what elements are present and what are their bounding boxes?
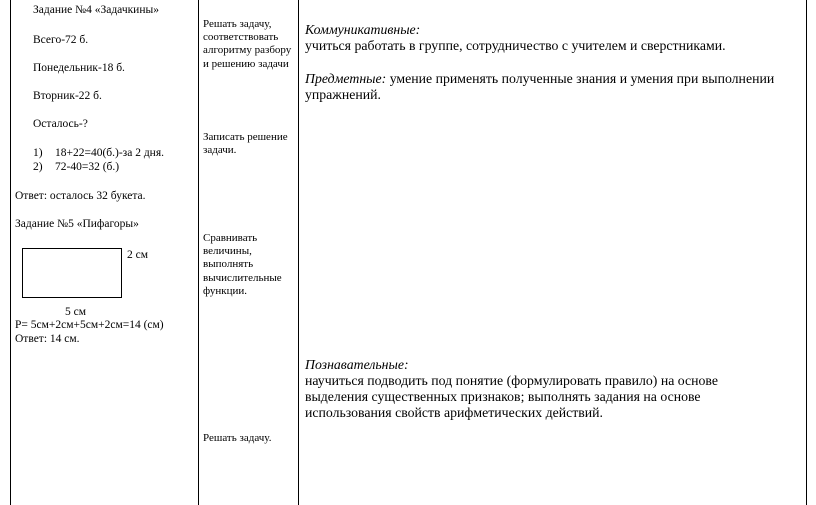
cognitive-heading: Познавательные:	[305, 357, 409, 372]
activity-2: Записать решение задачи.	[203, 131, 288, 157]
table-border-col2	[298, 0, 299, 505]
tuesday-line: Вторник-22 б.	[33, 90, 102, 102]
subject-heading: Предметные:	[305, 71, 387, 86]
subject-block	[305, 71, 800, 103]
answer-5: Ответ: 14 см.	[15, 333, 80, 345]
table-border-col1	[198, 0, 199, 505]
step-2-number: 2)	[33, 161, 43, 173]
side-length-label: 2 см	[127, 249, 149, 261]
communicative-text: учиться работать в группе, сотрудничество с учителем и сверстниками.	[305, 38, 726, 53]
total-line: Всего-72 б.	[33, 34, 89, 46]
communicative-heading: Коммуникативные:	[305, 22, 421, 37]
subject-text: умение применять полученные знания и умения при выполнении упражнений.	[305, 71, 775, 102]
task5-title: Задание №5 «Пифагоры»	[15, 218, 139, 230]
rectangle-figure	[22, 248, 122, 298]
bottom-length-label: 5 см	[65, 306, 87, 318]
perimeter-formula: Р= 5см+2см+5см+2см=14 (см)	[15, 319, 164, 331]
step-1-number: 1)	[33, 147, 43, 159]
answer-4: Ответ: осталось 32 букета.	[15, 190, 146, 202]
step-2-text: 72-40=32 (б.)	[55, 161, 120, 173]
task4-title: Задание №4 «Задачкины»	[33, 4, 159, 16]
remaining-line: Осталось-?	[33, 118, 88, 130]
table-border-right	[806, 0, 807, 505]
activity-3: Сравнивать величины, выполнять вычислительные функции.	[203, 232, 282, 297]
step-1-text: 18+22=40(б.)-за 2 дня.	[55, 147, 165, 159]
cognitive-text: научиться подводить под понятие (формулировать правило) на основе выделения существенных признаков; выполнять задания на основе использования свойств арифметических действий.	[305, 373, 718, 420]
activity-1: Решать задачу, соответствовать алгоритму разбору и решению задачи	[203, 18, 292, 70]
monday-line: Понедельник-18 б.	[33, 62, 125, 74]
activity-4: Решать задачу.	[203, 432, 272, 444]
table-border-left	[10, 0, 11, 505]
